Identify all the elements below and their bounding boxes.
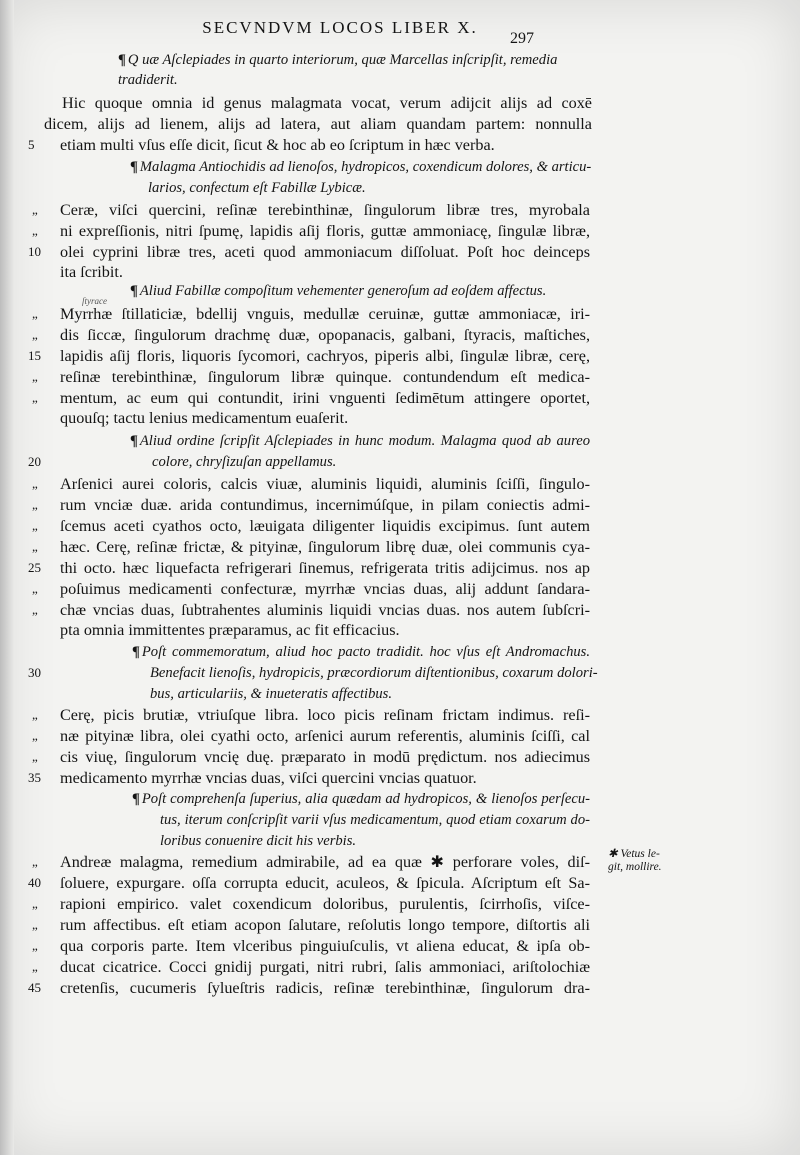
text-line: dis ſiccæ, ſingulorum drachmę duæ, opopanacis, galbani, ſtyracis, maſtiches, — [60, 326, 590, 344]
text-line: ducat cicatrice. Cocci gnidij purgati, nitri rubri, ſalis ammoniaci, ariſtolochiæ — [60, 958, 590, 976]
text-line: rum affectibus. eſt etiam acopon ſalutare, reſolutis longo tempore, diſtortis ali — [60, 916, 590, 934]
handwritten-gloss: ſtyrace — [82, 296, 107, 306]
quotation-mark: „ — [32, 369, 38, 384]
text-line: pta omnia immittentes præparamus, ac fit efficacius. — [60, 621, 400, 639]
text-line: ſcemus aceti cyathos octo, læuigata diligenter liquidis excipimus. ſunt autem — [60, 517, 590, 535]
section-heading-line: ¶ Poſt commemoratum, aliud hoc pacto tradidit. hoc vſus eſt Andromachus. — [132, 644, 590, 660]
text-line: dicem, alijs ad lienem, alijs ad latera, aut aliam quandam partem: nonnulla — [44, 115, 592, 133]
line-number: 10 — [28, 244, 41, 259]
quotation-mark: „ — [32, 917, 38, 932]
text-line: rum vnciæ duæ. arida contundimus, incernimúſque, in pilam coniectis admi- — [60, 496, 590, 514]
quotation-mark: „ — [32, 707, 38, 722]
pilcrow-icon: ¶ — [130, 433, 138, 449]
line-number: 40 — [28, 875, 41, 890]
quotation-mark: „ — [32, 497, 38, 512]
section-heading-line: ¶ Poſt comprehenſa ſuperius, alia quædam ad hydropicos, & lienoſos perſecu- — [132, 791, 590, 807]
quotation-mark: „ — [32, 854, 38, 869]
quotation-mark: „ — [32, 602, 38, 617]
pilcrow-icon: ¶ — [130, 159, 138, 175]
pilcrow-icon: ¶ — [118, 52, 126, 68]
text-line: thi octo. hæc liquefacta refrigerari ſinemus, refrigerata tritis adijcimus. nos ap — [60, 559, 590, 577]
section-heading-line: ¶ Malagma Antiochidis ad lienoſos, hydropicos, coxendicum dolores, & articu- — [130, 159, 592, 175]
quotation-mark: „ — [32, 581, 38, 596]
line-number: 15 — [28, 348, 41, 363]
text-line: chæ vncias duas, ſubtrahentes aluminis liquidi vncias duas. nos autem ſubſcri- — [60, 601, 590, 619]
text-line: poſuimus medicamenti confecturæ, myrrhæ vncias duas, alij addunt ſandara- — [60, 580, 590, 598]
quotation-mark: „ — [32, 223, 38, 238]
line-number: 25 — [28, 560, 41, 575]
side-note-line: ✱ Vetus le- — [608, 848, 660, 860]
text-line: lapidis aſij floris, liquoris ſycomori, cachryos, piperis albi, ſingulæ libræ, cerę, — [60, 347, 590, 365]
text-line: rapioni empirico. valet coxendicum doloribus, purulentis, ſcirrhoſis, viſce- — [60, 895, 590, 913]
line-number: 45 — [28, 980, 41, 995]
line-number: 30 — [28, 665, 41, 680]
section-heading-line: bus, articulariis, & inueteratis affectibus. — [150, 686, 393, 702]
text-line: cretenſis, cucumeris ſylueſtris radicis, reſinæ terebinthinæ, ſingulorum dra- — [60, 979, 590, 997]
quotation-mark: „ — [32, 306, 38, 321]
text-line: ita ſcribit. — [60, 263, 123, 281]
text-line: hæc. Cerę, reſinæ frictæ, & pityinæ, ſingulorum librę duæ, olei communis cya- — [60, 538, 590, 556]
text-line: ni expreſſionis, nitri ſpumę, lapidis aſij floris, guttæ ammoniacę, ſingulæ libræ, — [60, 222, 590, 240]
section-heading-line: ¶ Q uæ Aſclepiades in quarto interiorum, quæ Marcellas inſcripſit, remedia — [118, 52, 558, 68]
quotation-mark: „ — [32, 390, 38, 405]
text-line: ſoluere, expurgare. oſſa corrupta educit, aculeos, & ſpicula. Aſcriptum eſt Sa- — [60, 874, 590, 892]
quotation-mark: „ — [32, 539, 38, 554]
running-title: SECVNDVM LOCOS LIBER X. — [202, 18, 478, 37]
text-line: Myrrhæ ſtillaticiæ, bdellij vnguis, medullæ ceruinæ, guttæ ammoniacæ, iri- — [60, 305, 590, 323]
quotation-mark: „ — [32, 202, 38, 217]
quotation-mark: „ — [32, 959, 38, 974]
quotation-mark: „ — [32, 518, 38, 533]
section-heading-line: loribus conuenire dicit his verbis. — [160, 833, 357, 849]
text-line: olei cyprini libræ tres, aceti quod ammoniacum diſſoluat. Poſt hoc deinceps — [60, 243, 590, 261]
quotation-mark: „ — [32, 938, 38, 953]
page-gutter-shadow — [0, 0, 14, 1155]
line-number: 5 — [28, 137, 35, 152]
text-line: quouſq; tactu lenius medicamentum euaſerit. — [60, 409, 349, 427]
text-line: Arſenici aurei coloris, calcis viuæ, aluminis liquidi, aluminis ſciſſi, ſingulo- — [60, 475, 590, 493]
text-line: etiam multi vſus eſſe dicit, ſicut & hoc ab eo ſcriptum in hæc verba. — [60, 136, 495, 154]
text-line: næ pityinæ libra, olei cyathi octo, arſenici aurum referentis, aluminis ſciſſi, cal — [60, 727, 590, 745]
pilcrow-icon: ¶ — [132, 644, 140, 660]
text-line: medicamento myrrhæ vncias duas, viſci quercini vncias quatuor. — [60, 769, 477, 787]
quotation-mark: „ — [32, 327, 38, 342]
side-note — [608, 848, 698, 874]
quotation-mark: „ — [32, 749, 38, 764]
text-line: Ceræ, viſci quercini, reſinæ terebinthinæ, ſingulorum libræ tres, myrobala — [60, 201, 590, 219]
section-heading-line: ¶ Aliud Fabillæ compoſitum vehementer generoſum ad eoſdem affectus. — [130, 283, 547, 299]
section-heading-line: larios, confectum eſt Fabillæ Lybicæ. — [148, 180, 366, 196]
section-heading-line: colore, chryſizuſan appellamus. — [152, 454, 337, 470]
section-heading-line: ¶ Aliud ordine ſcripſit Aſclepiades in hunc modum. Malagma quod ab aureo — [130, 433, 590, 449]
quotation-mark: „ — [32, 728, 38, 743]
text-line: Andreæ malagma, remedium admirabile, ad ea quæ ✱ perforare voles, diſ- — [60, 853, 590, 871]
page-number: 297 — [510, 30, 534, 47]
text-line: qua corporis parte. Item vlceribus pinguiuſculis, vt aliena educat, & ipſa ob- — [60, 937, 590, 955]
section-heading-line: tus, iterum conſcripſit varii vſus medicamentum, quod etiam coxarum do- — [160, 812, 590, 828]
line-number: 35 — [28, 770, 41, 785]
text-line: Hic quoque omnia id genus malagmata vocat, verum adijcit aliјs ad coxē — [62, 94, 592, 112]
line-number: 20 — [28, 454, 41, 469]
text-line: cis viuę, ſingulorum vncię duę. præparato in modū prędictum. nos adiecimus — [60, 748, 590, 766]
text-line: Cerę, picis brutiæ, vtriuſque libra. loco picis reſinam frictam indimus. reſi- — [60, 706, 590, 724]
text-line: mentum, ac eum qui contundit, irini vnguenti ſedimētum attingere oportet, — [60, 389, 590, 407]
quotation-mark: „ — [32, 476, 38, 491]
pilcrow-icon: ¶ — [132, 791, 140, 807]
text-line: reſinæ terebinthinæ, ſingulorum libræ quinque. contundendum eſt medica- — [60, 368, 590, 386]
quotation-mark: „ — [32, 896, 38, 911]
section-heading-line: Benefacit lienoſis, hydropicis, præcordiorum diſtentionibus, coxarum dolori- — [150, 665, 598, 681]
side-note-line: git, mollire. — [608, 861, 662, 873]
pilcrow-icon: ¶ — [130, 283, 138, 299]
section-heading-line: tradiderit. — [118, 72, 178, 88]
